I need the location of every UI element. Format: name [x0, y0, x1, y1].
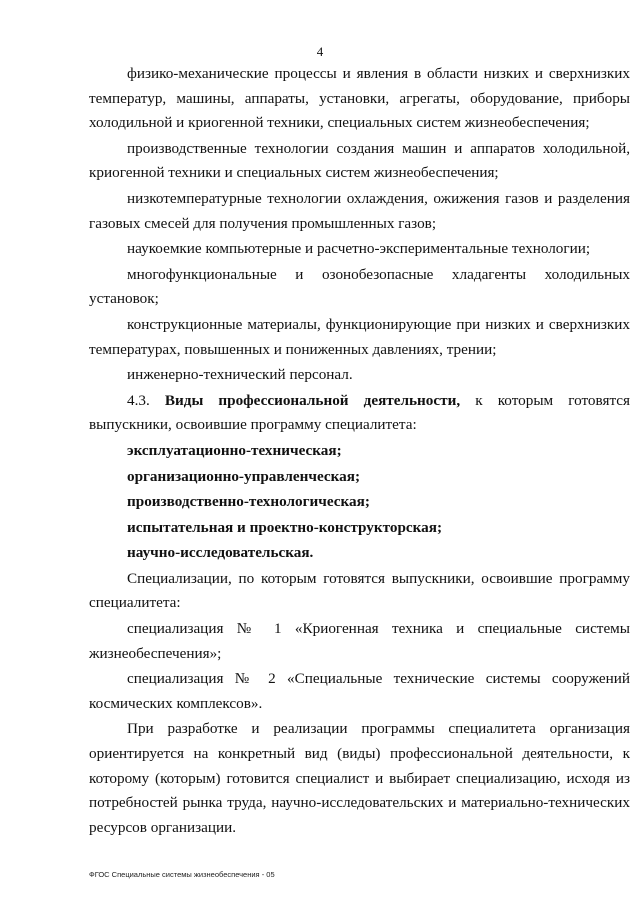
specialization-item: специализация № 1 «Криогенная техника и специальные системы жизнеобеспечения»; [89, 620, 630, 662]
page-number: 4 [316, 44, 324, 59]
section-heading-bold: Виды профессиональной деятельности, [164, 391, 461, 409]
section-number: 4.3. [127, 391, 150, 409]
activity-item: испытательная и проектно-конструкторская; [127, 518, 443, 536]
activity-item: эксплуатационно-техническая; [127, 441, 342, 459]
section-heading-rest: к которым готовятся выпускники, освоившие программу специалитета: [89, 391, 631, 434]
paragraph-production-technologies: производственные технологии создания машин и аппаратов холодильной, криогенной техники и специальных систем жизнеобеспечения; [89, 139, 630, 182]
activity-item: организационно-управленческая; [127, 467, 360, 485]
page-footer: ФГОС Специальные системы жизнеобеспечения - 05 [89, 870, 275, 879]
paragraph-physical-processes: физико-механические процессы и явления в области низких и сверхнизких температур, машины, аппараты, установки, агрегаты, оборудование, приборы холодильной и криогенной техники, специальных систем жизнеобеспечения; [89, 65, 630, 132]
section-4-3 [89, 389, 630, 438]
document-body [89, 62, 630, 840]
paragraph-low-temperature-technologies: низкотемпературные технологии охлаждения, ожижения газов и разделения газовых смесей для получения промышленных газов; [89, 189, 630, 232]
paragraph-final: При разработке и реализации программы специалитета организация ориентируется на конкретный вид (виды) профессиональной деятельности, к которому (которым) готовится специалист и выбирает специализацию, исходя из потребностей рынка труда, научно-исследовательских и материально-технических ресурсов организации. [89, 720, 630, 836]
paragraph-refrigerants: многофункциональные и озонобезопасные хладагенты холодильных установок; [89, 265, 630, 308]
paragraph-specializations-intro: Специализации, по которым готовятся выпускники, освоившие программу специалитета: [89, 569, 630, 612]
activity-item: производственно-технологическая; [127, 493, 370, 511]
specialization-item: специализация № 2 «Специальные технические системы сооружений космических комплексов». [89, 670, 630, 712]
paragraph-construction-materials: конструкционные материалы, функционирующие при низких и сверхнизких температурах, повышенных и пониженных давлениях, трении; [89, 315, 630, 358]
paragraph-personnel: инженерно-технический персонал. [127, 366, 353, 384]
activity-item: научно-исследовательская. [127, 544, 314, 562]
paragraph-computer-technologies: наукоемкие компьютерные и расчетно-экспериментальные технологии; [127, 240, 591, 258]
